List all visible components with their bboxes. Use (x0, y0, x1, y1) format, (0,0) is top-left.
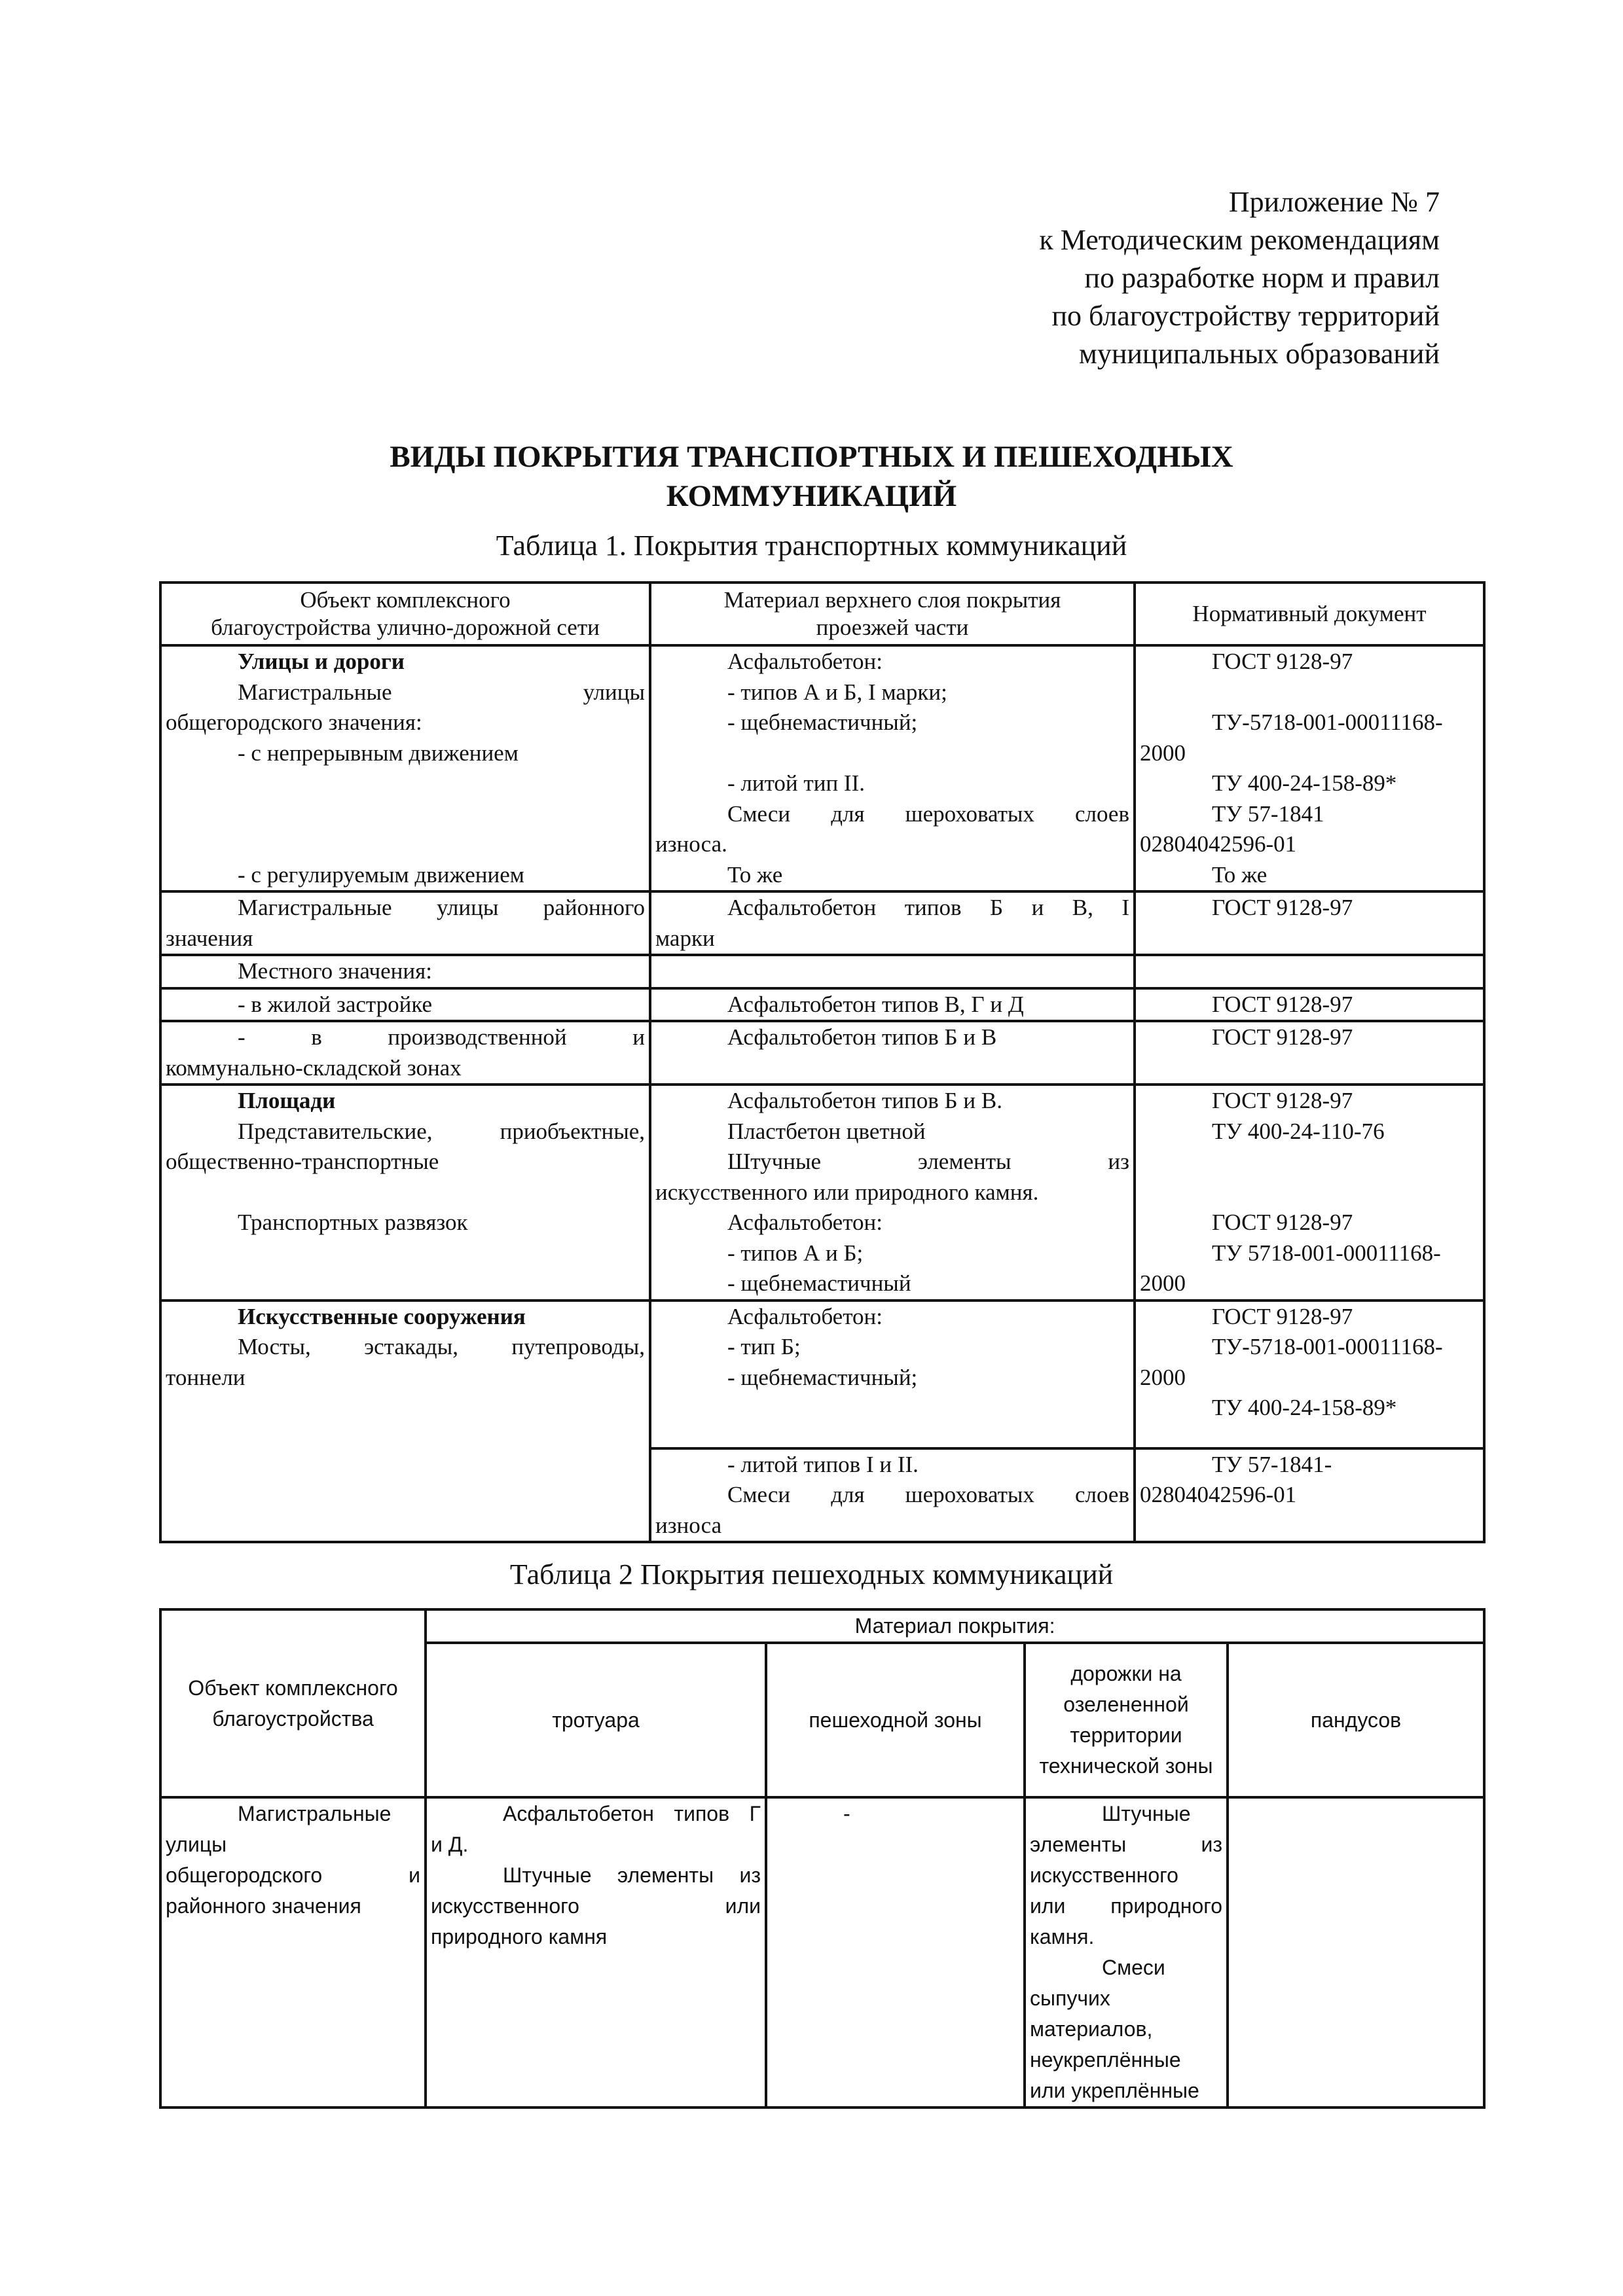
cell-line: Асфальтобетон типов Б и В, I (727, 895, 1129, 920)
header-object (160, 583, 650, 645)
cell-line (1140, 1147, 1479, 1177)
table1-caption: Таблица 1. Покрытия транспортных коммуникаций (496, 529, 1127, 562)
header-pedestrian-zone: пешеходной зоны (766, 1643, 1025, 1797)
row-material (650, 988, 1135, 1022)
cell-line: ТУ-5718-001-00011168- (1212, 1334, 1443, 1359)
cell-line: Представительские, приобъектные, (238, 1118, 645, 1144)
cell-line: ГОСТ 9128-97 (1212, 895, 1353, 920)
cell-line: ГОСТ 9128-97 (1212, 649, 1353, 674)
table-row (160, 1300, 1484, 1448)
cell-line: Пластбетон цветной (727, 1118, 926, 1144)
cell-line: - щебнемастичный; (727, 1364, 918, 1390)
cell-line: неукреплённые (1030, 2048, 1181, 2072)
row-object (160, 1085, 650, 1300)
cell-line: - литой типов I и II. (727, 1451, 919, 1477)
row-object (160, 1797, 426, 2108)
cell-line: Магистральные улицы (238, 679, 645, 705)
cell-line: - типов А и Б; (727, 1240, 864, 1266)
cell-line: Магистральные улицы районного (238, 895, 645, 920)
cell-line: камня. (1030, 1925, 1095, 1948)
row-doc (1135, 988, 1484, 1022)
cell-line: ГОСТ 9128-97 (1212, 1210, 1353, 1235)
cell-line: материалов, (1030, 2017, 1153, 2041)
annex-header (1039, 183, 1440, 373)
cell-line: природного камня (431, 1925, 608, 1948)
cell-line: Асфальтобетон типов Б и В. (727, 1088, 1002, 1113)
cell-line: Штучные элементы из (727, 1149, 1129, 1174)
row-object (160, 1300, 650, 1543)
table-header-row (160, 1609, 1484, 1643)
annex-line: Приложение № 7 (1228, 186, 1440, 218)
cell-line: износа (655, 1512, 722, 1538)
cell-line: и Д. (431, 1833, 469, 1856)
cell-line: - щебнемастичный; (727, 709, 918, 735)
cell-line: 02804042596-01 (1140, 1482, 1297, 1507)
cell-line: Асфальтобетон типов Б и В (727, 1024, 997, 1050)
cell-line: Штучные элементы из (503, 1863, 761, 1887)
document-title (0, 437, 1623, 516)
cell-line (166, 799, 645, 830)
row-object (160, 955, 650, 988)
row-doc (1135, 955, 1484, 988)
row-material (650, 1300, 1135, 1448)
table-row (160, 891, 1484, 955)
cell-line: Мосты, эстакады, путепроводы, (238, 1334, 645, 1359)
cell-line: ГОСТ 9128-97 (1212, 991, 1353, 1017)
cell-line: ТУ 5718-001-00011168- (1212, 1240, 1441, 1266)
cell-line: ТУ 400-24-158-89* (1212, 1395, 1397, 1420)
cell-line: искусственного или природного камня. (655, 1179, 1039, 1205)
cell-line: ТУ 57-1841 (1212, 800, 1324, 827)
table-header-row (160, 583, 1484, 645)
cell-line: То же (1212, 861, 1267, 888)
title-line: ВИДЫ ПОКРЫТИЯ ТРАНСПОРТНЫХ И ПЕШЕХОДНЫХ (390, 440, 1233, 474)
cell-line: То же (727, 861, 783, 888)
cell-line: Смеси для шероховатых слоев (727, 800, 1129, 827)
cell-line: сыпучих (1030, 1986, 1110, 2010)
row-object (160, 645, 650, 891)
cell-line: или природного (1030, 1894, 1222, 1918)
cell-line: общегородского и (166, 1863, 420, 1887)
row-doc (1135, 1021, 1484, 1085)
cell-line (655, 738, 1129, 769)
row-object (160, 891, 650, 955)
cell-line: значения (166, 925, 253, 951)
row-doc (1135, 1448, 1484, 1543)
row-material (650, 1021, 1135, 1085)
header-text: Объект комплексного (300, 587, 511, 613)
cell-line (1140, 677, 1479, 708)
cell-line: - с регулируемым движением (238, 861, 524, 888)
header-doc: Нормативный документ (1135, 583, 1484, 645)
annex-line: муниципальных образований (1078, 338, 1440, 370)
cell-line: ТУ 57-1841- (1212, 1451, 1332, 1477)
cell-line: износа. (655, 831, 727, 857)
annex-line: по благоустройству территорий (1051, 300, 1440, 332)
row-object (160, 1021, 650, 1085)
cell-line: или укреплённые (1030, 2079, 1199, 2102)
table-row (160, 988, 1484, 1022)
cell-line: ТУ 400-24-158-89* (1212, 770, 1397, 796)
row-object (160, 988, 650, 1022)
header-sidewalk: тротуара (426, 1643, 766, 1797)
table-row (160, 1797, 1484, 2108)
cell-line: Смеси (1102, 1956, 1165, 1979)
header-path: дорожки на озелененной территории технической зоны (1025, 1643, 1228, 1797)
row-material (650, 1448, 1135, 1543)
header-text: проезжей части (816, 615, 969, 640)
row-doc (1135, 645, 1484, 891)
cell-line: коммунально-складской зонах (166, 1054, 462, 1081)
cell-line (166, 768, 645, 799)
cell-line (166, 1177, 645, 1208)
cell-line: ГОСТ 9128-97 (1212, 1024, 1353, 1050)
cell-line: Асфальтобетон: (727, 1303, 883, 1329)
cell-line: - типов А и Б, I марки; (727, 679, 947, 705)
row-doc (1135, 891, 1484, 955)
cell-line (166, 829, 645, 860)
cell-line: Асфальтобетон: (727, 649, 883, 674)
annex-line: к Методическим рекомендациям (1039, 224, 1440, 256)
table-row (160, 645, 1484, 891)
cell-line: ГОСТ 9128-97 (1212, 1303, 1353, 1329)
cell-line: Площади (238, 1088, 336, 1113)
cell-line: - тип Б; (727, 1334, 801, 1359)
transport-coverings-table (159, 581, 1486, 1543)
cell-line: марки (655, 925, 715, 951)
cell-line: районного значения (166, 1894, 361, 1918)
row-material (650, 891, 1135, 955)
cell-line: искусственного (1030, 1863, 1178, 1887)
cell-line: 2000 (1140, 740, 1186, 766)
cell-line: - в производственной и (238, 1024, 645, 1050)
cell-line: элементы из (1030, 1833, 1222, 1856)
cell-line: Магистральные (238, 1802, 392, 1825)
row-material (650, 955, 1135, 988)
cell-line: общественно-транспортные (166, 1149, 439, 1174)
cell-line: - с непрерывным движением (238, 740, 519, 766)
cell-line: 02804042596-01 (1140, 831, 1297, 857)
table-row (160, 955, 1484, 988)
cell-line: ГОСТ 9128-97 (1212, 1088, 1353, 1113)
row-pedestrian-zone (766, 1797, 1025, 2108)
header-text: Материал верхнего слоя покрытия (723, 587, 1061, 613)
cell-line: Асфальтобетон типов Г (503, 1802, 761, 1825)
cell-line: искусственного или (431, 1894, 761, 1918)
cell-line: тоннели (166, 1364, 246, 1390)
annex-line: по разработке норм и правил (1084, 262, 1440, 294)
title-line: КОММУНИКАЦИЙ (666, 479, 957, 513)
cell-line: Асфальтобетон: (727, 1210, 883, 1235)
row-doc (1135, 1085, 1484, 1300)
cell-line: улицы (166, 1833, 227, 1856)
header-text: благоустройства улично-дорожной сети (211, 615, 600, 640)
cell-line: Искусственные сооружения (238, 1303, 526, 1329)
row-sidewalk (426, 1797, 766, 2108)
cell-line: Транспортных развязок (238, 1210, 468, 1235)
cell-line: - литой тип II. (727, 770, 865, 796)
cell-line: 2000 (1140, 1270, 1186, 1296)
table-row (160, 1021, 1484, 1085)
cell-line: ТУ 400-24-110-76 (1212, 1118, 1385, 1144)
row-ramps (1228, 1797, 1484, 2108)
table-row (160, 1085, 1484, 1300)
cell-line: 2000 (1140, 1364, 1186, 1390)
row-path (1025, 1797, 1228, 2108)
header-material (650, 583, 1135, 645)
cell-line: - в жилой застройке (238, 991, 433, 1017)
row-material (650, 645, 1135, 891)
cell-line (1140, 1177, 1479, 1208)
cell-line: Местного значения: (238, 958, 432, 984)
pedestrian-coverings-table (159, 1608, 1486, 2109)
cell-line: Штучные (1102, 1802, 1191, 1825)
header-ramps: пандусов (1228, 1643, 1484, 1797)
row-material (650, 1085, 1135, 1300)
cell-line: ТУ-5718-001-00011168- (1212, 709, 1443, 735)
cell-line: Смеси для шероховатых слоев (727, 1482, 1129, 1507)
row-doc (1135, 1300, 1484, 1448)
table2-caption: Таблица 2 Покрытия пешеходных коммуникаций (509, 1558, 1114, 1590)
cell-line: - щебнемастичный (727, 1270, 911, 1296)
cell-line: Улицы и дороги (238, 649, 405, 674)
cell-line: общегородского значения: (166, 709, 422, 735)
header-object: Объект комплексного благоустройства (160, 1609, 426, 1797)
cell-line: - (843, 1802, 850, 1825)
header-material: Материал покрытия: (426, 1609, 1484, 1643)
cell-line: Асфальтобетон типов В, Г и Д (727, 991, 1024, 1017)
